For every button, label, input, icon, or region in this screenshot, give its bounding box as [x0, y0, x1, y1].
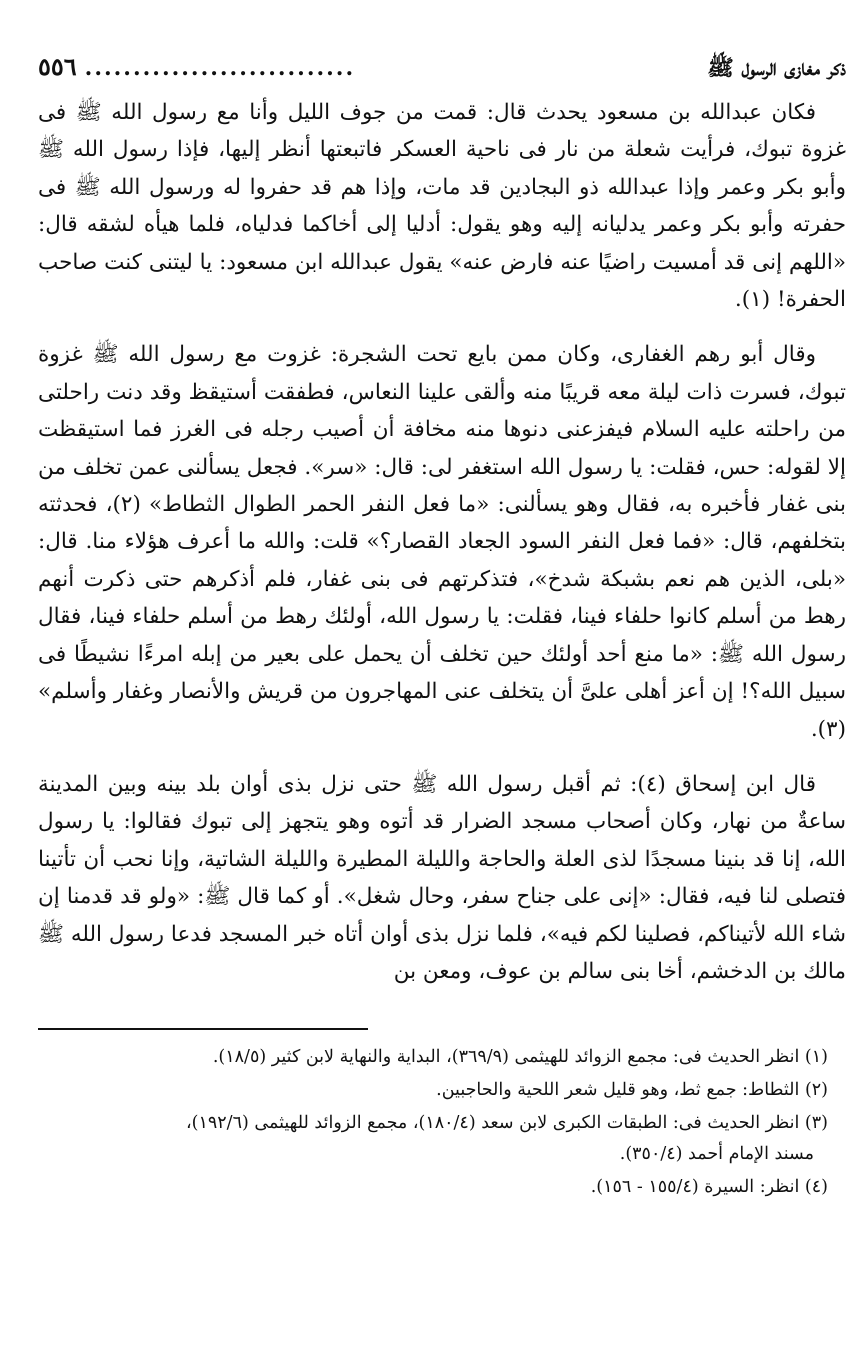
leader-dots: ............................: [84, 55, 356, 81]
book-page: [38, 52, 846, 1205]
paragraph: فكان عبدالله بن مسعود يحدث قال: قمت من جوف الليل وأنا مع رسول الله ﷺ فى غزوة تبوك، فرأيت شعلة من نار فى ناحية العسكر فاتبعتها أنظر إليها، فإذا رسول الله ﷺ وأبو بكر وعمر وإذا عبدالله ذو البجادين قد مات، وإذا هم قد حفروا له ورسول الله ﷺ فى حفرته وأبو بكر وعمر يدليانه إليه وهو يقول: أدليا إلى أخاكما فدلياه، فلما هيأه لشقه قال: «اللهم إنى قد أمسيت راضيًا عنه فارض عنه» يقول عبدالله ابن مسعود: يا ليتنى كنت صاحب الحفرة! (١).: [38, 100, 846, 313]
running-header: [38, 52, 846, 88]
footnote: [38, 1108, 828, 1170]
page-number: ٥٥٦: [38, 52, 77, 81]
footnote-text: (٣) انظر الحديث فى: الطبقات الكبرى لابن سعد (١٨٠/٤)، مجمع الزوائد للهيثمى (١٩٢/٦)،: [186, 1113, 828, 1134]
paragraph: قال ابن إسحاق (٤): ثم أقبل رسول الله ﷺ حتى نزل بذى أوان بلد بينه وبين المدينة ساعةٌ من نهار، وكان أصحاب مسجد الضرار قد أتوه وهو يتجهز إلى تبوك فقالوا: يا رسول الله، إنا قد بنينا مسجدًا لذى العلة والحاجة والليلة المطيرة والليلة الشاتية، وإنا نحب أن تأتينا فتصلى لنا فيه، فقال: «إنى على جناح سفر، وحال شغل». أو كما قال ﷺ: «ولو قد قدمنا إن شاء الله لأتيناكم، فصلينا لكم فيه»، فلما نزل بذى أوان أتاه خبر المسجد فدعا رسول الله ﷺ مالك بن الدخشم، أخا بنى سالم بن عوف، ومعن بن: [38, 771, 846, 984]
main-text: [38, 94, 846, 990]
footnote: [38, 1172, 828, 1203]
footnote-text: (٢) الثطاط: جمع ثط، وهو قليل شعر اللحية والحاجبين.: [436, 1080, 828, 1101]
chapter-title: ذكر مغازى الرسول ﷺ: [707, 55, 846, 81]
footnote-continuation: مسند الإمام أحمد (٣٥٠/٤).: [619, 1144, 814, 1165]
footnote-divider: [38, 1028, 368, 1030]
footnote: [38, 1075, 828, 1106]
footnote: [38, 1042, 828, 1073]
paragraph: وقال أبو رهم الغفارى، وكان ممن بايع تحت الشجرة: غزوت مع رسول الله ﷺ غزوة تبوك، فسرت ذات ليلة معه قريبًا منه وألقى علينا النعاس، فطفقت أستيقظ وقد دنت راحلتى من راحلته عليه السلام فيفزعنى دنوها منه مخافة أن أصيب رجله فى الغرز فما استيقظت إلا لقوله: حس، فقلت: يا رسول الله استغفر لى: قال: «سر». فجعل يسألنى عمن تخلف من بنى غفار فأخبره به، فقال وهو يسألنى: «ما فعل النفر الحمر الطوال الثطاط» (٢)، فحدثته بتخلفهم، قال: «فما فعل النفر السود الجعاد القصار؟» قلت: والله ما أعرف هؤلاء منا. قال: «بلى، الذين هم نعم بشبكة شدخ»، فتذكرتهم فى بنى غفار، فلم أذكرهم حتى ذكرت أنهم رهط من أسلم كانوا حلفاء فينا، فقلت: يا رسول الله، أولئك رهط من أسلم حلفاء فينا، فقال رسول الله ﷺ: «ما منع أحد أولئك حين تخلف أن يحمل على بعير من إبله امرءًا نشيطًا فى سبيل الله؟! إن أعز أهلى علىَّ أن يتخلف عنى المهاجرون من قريش والأنصار وغفار وأسلم» (٣).: [38, 342, 846, 742]
footnote-text: (٤) انظر: السيرة (١٥٥/٤ - ١٥٦).: [590, 1177, 828, 1198]
footnote-text: (١) انظر الحديث فى: مجمع الزوائد للهيثمى (٣٦٩/٩)، البداية والنهاية لابن كثير (١٨/٥).: [212, 1047, 828, 1068]
footnotes: [38, 1042, 846, 1203]
